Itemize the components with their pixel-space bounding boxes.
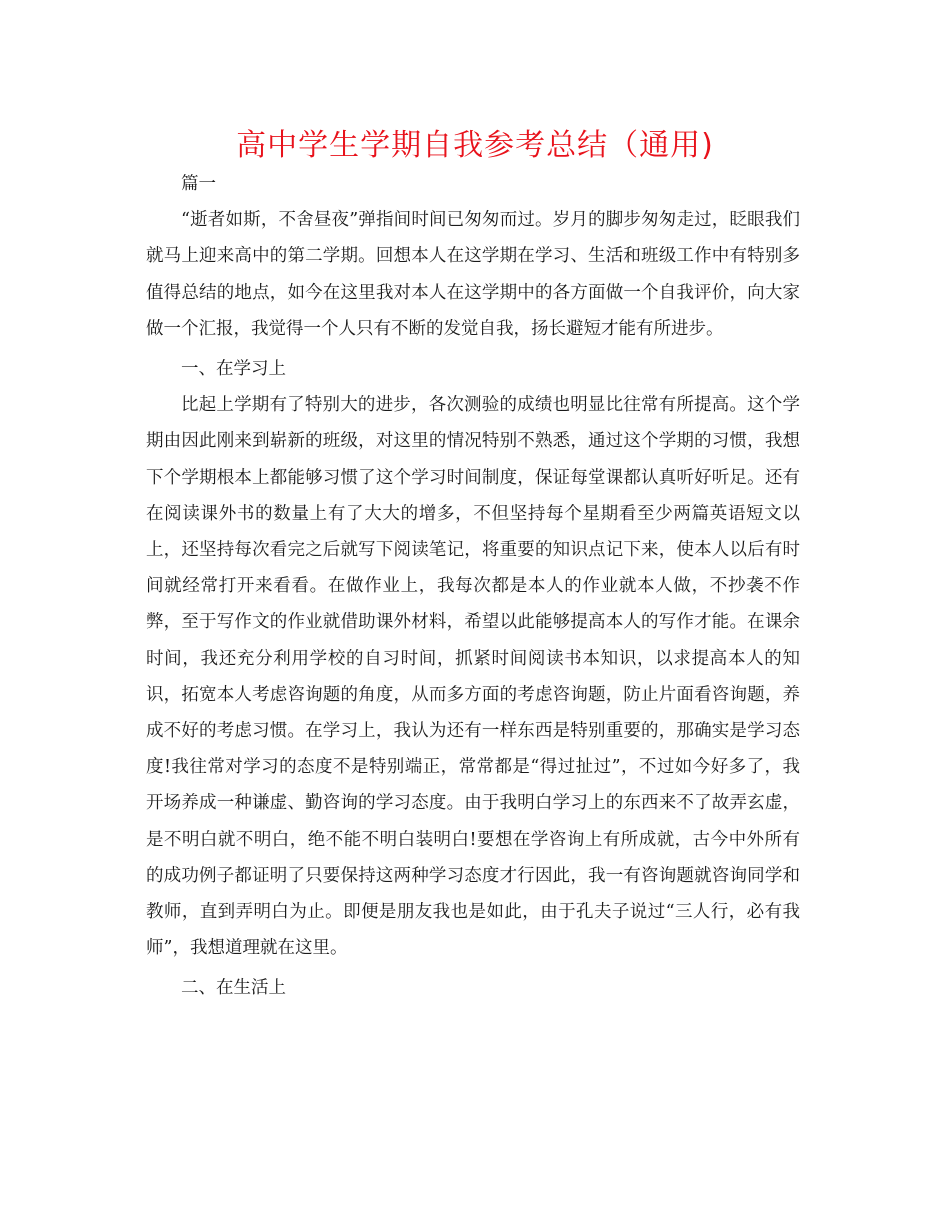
document-body (146, 166, 800, 1007)
intro-paragraph: “逝者如斯，不舍昼夜”弹指间时间已匆匆而过。岁月的脚步匆匆走过，眨眼我们就马上迎来高中的第二学期。回想本人在这学期在学习、生活和班级工作中有特别多值得总结的地点，如今在这里我对本人在这学期中的各方面做一个自我评价，向大家做一个汇报，我觉得一个人只有不断的发觉自我，扬长避短才能有所进步。 (146, 210, 800, 339)
section-heading-study: 一、在学习上 (181, 359, 286, 380)
part-label: 篇一 (181, 174, 216, 194)
document-title: 高中学生学期自我参考总结（通用) (236, 128, 714, 163)
section-heading-life: 二、在生活上 (181, 978, 286, 999)
section-body-study: 比起上学期有了特别大的进步，各次测验的成绩也明显比往常有所提高。这个学期由因此刚来到崭新的班级，对这里的情况特别不熟悉，通过这个学期的习惯，我想下个学期根本上都能够习惯了这个学习时间制度，保证每堂课都认真听好听足。还有在阅读课外书的数量上有了大大的增多，不但坚持每个星期看至少两篇英语短文以上，还坚持每次看完之后就写下阅读笔记，将重要的知识点记下来，使本人以后有时间就经常打开来看看。在做作业上，我每次都是本人的作业就本人做，不抄袭不作弊，至于写作文的作业就借助课外材料，希望以此能够提高本人的写作才能。在课余时间，我还充分利用学校的自习时间，抓紧时间阅读书本知识，以求提高本人的知识，拓宽本人考虑咨询题的角度，从而多方面的考虑咨询题，防止片面看咨询题，养成不好的考虑习惯。在学习上，我认为还有一样东西是特别重要的，那确实是学习态度!我往常对学习的态度不是特别端正，常常都是“得过扯过”，不过如今好多了，我开场养成一种谦虚、勤咨询的学习态度。由于我明白学习上的东西来不了故弄玄虚，是不明白就不明白，绝不能不明白装明白!要想在学咨询上有所成就，古今中外所有的成功例子都证明了只要保持这两种学习态度才行因此，我一有咨询题就咨询同学和教师，直到弄明白为止。即便是朋友我也是如此，由于孔夫子说过“三人行，必有我师”，我想道理就在这里。 (146, 395, 800, 959)
